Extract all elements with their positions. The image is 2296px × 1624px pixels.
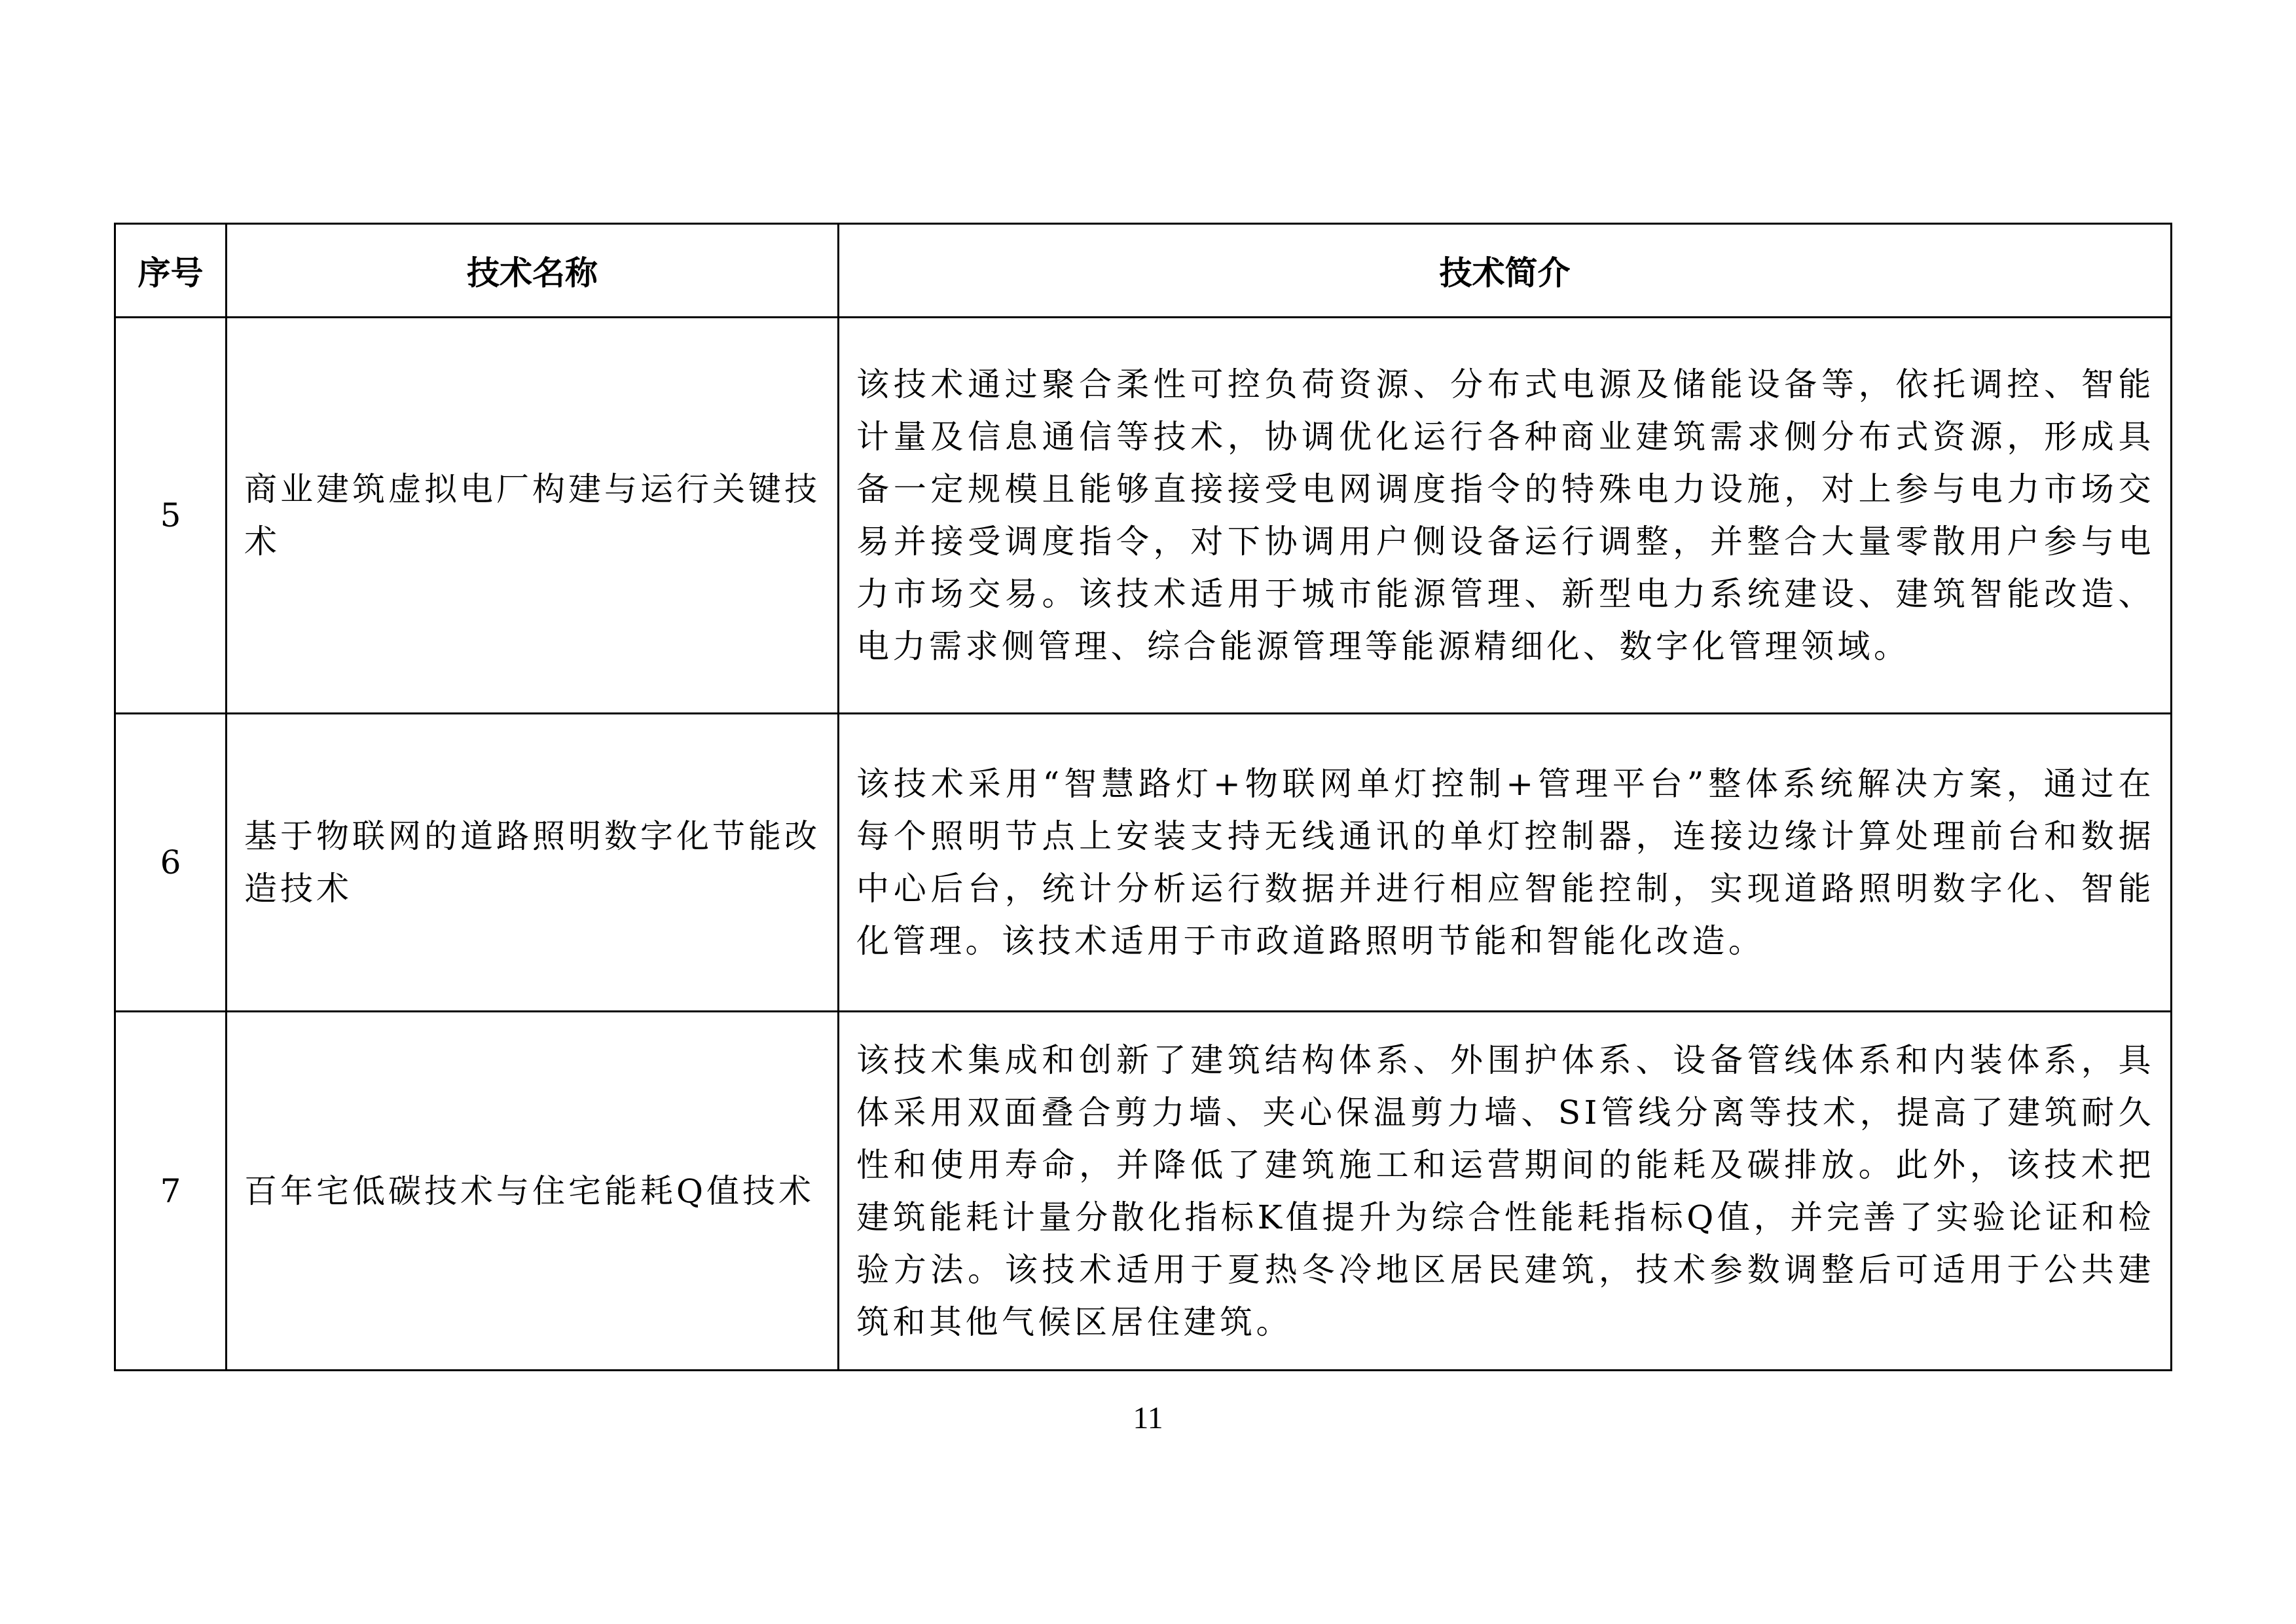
header-serial-number: 序号 xyxy=(115,224,227,318)
header-technology-name: 技术名称 xyxy=(227,224,839,318)
table-header-row xyxy=(115,224,2172,318)
table-row xyxy=(115,1012,2172,1371)
header-technology-description: 技术简介 xyxy=(839,224,2172,318)
row-serial-number: 6 xyxy=(115,714,227,1012)
row-serial-number: 5 xyxy=(115,318,227,714)
technology-table xyxy=(114,223,2172,1371)
row-technology-name: 百年宅低碳技术与住宅能耗Q值技术 xyxy=(227,1012,839,1371)
page-number: 11 xyxy=(1133,1401,1163,1435)
row-technology-description: 该技术集成和创新了建筑结构体系、外围护体系、设备管线体系和内装体系，具体采用双面叠合剪力墙、夹心保温剪力墙、SI管线分离等技术，提高了建筑耐久性和使用寿命，并降低了建筑施工和运营期间的能耗及碳排放。此外，该技术把建筑能耗计量分散化指标K值提升为综合性能耗指标Q值，并完善了实验论证和检验方法。该技术适用于夏热冬冷地区居民建筑，技术参数调整后可适用于公共建筑和其他气候区居住建筑。 xyxy=(839,1012,2172,1371)
row-technology-name: 商业建筑虚拟电厂构建与运行关键技术 xyxy=(227,318,839,714)
row-technology-description: 该技术通过聚合柔性可控负荷资源、分布式电源及储能设备等，依托调控、智能计量及信息通信等技术，协调优化运行各种商业建筑需求侧分布式资源，形成具备一定规模且能够直接接受电网调度指令的特殊电力设施，对上参与电力市场交易并接受调度指令，对下协调用户侧设备运行调整，并整合大量零散用户参与电力市场交易。该技术适用于城市能源管理、新型电力系统建设、建筑智能改造、电力需求侧管理、综合能源管理等能源精细化、数字化管理领域。 xyxy=(839,318,2172,714)
row-technology-name: 基于物联网的道路照明数字化节能改造技术 xyxy=(227,714,839,1012)
table-row xyxy=(115,714,2172,1012)
row-serial-number: 7 xyxy=(115,1012,227,1371)
table-row xyxy=(115,318,2172,714)
row-technology-description: 该技术采用“智慧路灯+物联网单灯控制+管理平台”整体系统解决方案，通过在每个照明节点上安装支持无线通讯的单灯控制器，连接边缘计算处理前台和数据中心后台，统计分析运行数据并进行相应智能控制，实现道路照明数字化、智能化管理。该技术适用于市政道路照明节能和智能化改造。 xyxy=(839,714,2172,1012)
